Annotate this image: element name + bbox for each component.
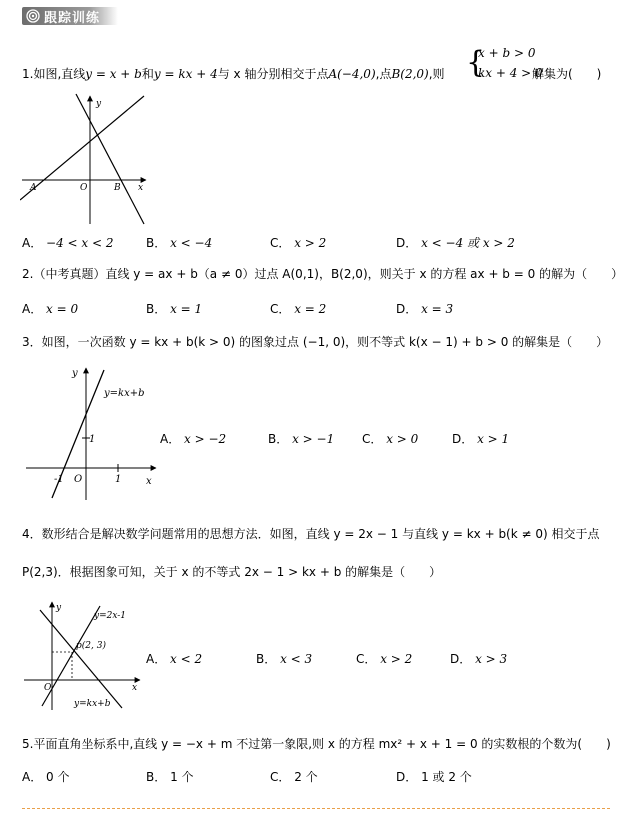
q2-option-d[interactable]	[396, 300, 453, 317]
q3-label-one-x: 1	[115, 474, 122, 485]
q4-option-c[interactable]	[356, 650, 412, 667]
q1-comma: ,点	[375, 67, 392, 81]
q5-option-a-text: 0 个	[46, 770, 70, 784]
q1-inequality-system	[466, 44, 543, 84]
q1-label-o: O	[80, 183, 88, 193]
q3-label-line: y=kx+b	[104, 388, 145, 399]
q1-option-d-label: D．	[396, 236, 418, 250]
q4-option-c-label: C．	[356, 652, 377, 666]
q1-label-a: A	[30, 183, 37, 193]
q5-option-b-label: B．	[146, 770, 167, 784]
target-icon	[26, 9, 40, 23]
q1-option-c-label: C．	[270, 236, 291, 250]
q4-option-a[interactable]	[146, 650, 202, 667]
q4-option-a-text: x < 2	[170, 652, 203, 666]
section-header	[22, 6, 118, 26]
q4-label-l2: y=kx+b	[74, 699, 111, 709]
q2-option-a[interactable]	[22, 300, 78, 317]
question-3-stem: 3．如图，一次函数 y = kx + b(k > 0) 的图象过点 (−1, 0)，则不等式 k(x − 1) + b > 0 的解集是（ ）	[22, 335, 609, 349]
q3-option-a-text: x > −2	[184, 432, 227, 446]
q3-option-b-label: B．	[268, 432, 289, 446]
q1-label-b: B	[114, 183, 121, 193]
q3-label-x: x	[146, 476, 152, 487]
q4-label-o: O	[44, 683, 52, 693]
q5-option-d-text: 1 或 2 个	[421, 770, 472, 784]
q3-label-o: O	[74, 474, 83, 485]
q4-label-y: y	[56, 603, 62, 613]
q2-option-d-label: D．	[396, 302, 418, 316]
q4-label-l1: y=2x-1	[94, 611, 127, 621]
q5-option-a-label: A．	[22, 770, 43, 784]
q1-mid: 与 x 轴分别相交于点	[217, 67, 329, 81]
footer-divider	[22, 808, 610, 809]
q5-option-d[interactable]	[396, 768, 472, 785]
q1-option-c-text: x > 2	[294, 236, 327, 250]
q1-sys-line-1: x + b > 0	[478, 46, 536, 60]
q1-prefix: 1.如图,直线	[22, 67, 86, 81]
q3-label-y: y	[72, 368, 78, 379]
q4-option-b-text: x < 3	[280, 652, 313, 666]
header-badge	[22, 7, 118, 25]
q4-option-d-label: D．	[450, 652, 472, 666]
q2-option-b[interactable]	[146, 300, 202, 317]
q3-option-d-text: x > 1	[477, 432, 510, 446]
q1-eq2: y = kx + 4	[153, 67, 218, 81]
question-4-stem-line-2: P(2,3)．根据图象可知，关于 x 的不等式 2x − 1 > kx + b 的解集是（ ）	[22, 565, 442, 579]
q2-option-d-text: x = 3	[421, 302, 454, 316]
q1-brace: {	[466, 45, 486, 80]
q1-eq1: y = x + b	[85, 67, 142, 81]
q1-option-b-text: x < −4	[170, 236, 213, 250]
q4-option-b-label: B．	[256, 652, 277, 666]
q4-option-a-label: A．	[146, 652, 167, 666]
q1-option-b[interactable]	[146, 234, 212, 251]
q1-option-c[interactable]	[270, 234, 326, 251]
q5-option-b-text: 1 个	[170, 770, 194, 784]
q2-option-b-label: B．	[146, 302, 167, 316]
q3-option-d-label: D．	[452, 432, 474, 446]
q4-label-p: p(2, 3)	[76, 641, 106, 651]
q3-option-c-text: x > 0	[386, 432, 419, 446]
q1-label-y: y	[96, 99, 102, 109]
question-2-stem: 2.（中考真题）直线 y = ax + b（a ≠ 0）过点 A(0,1)，B(2,0)，则关于 x 的方程 ax + b = 0 的解为（ ）	[22, 267, 624, 281]
q1-option-d[interactable]	[396, 234, 515, 251]
q4-option-d-text: x > 3	[475, 652, 508, 666]
q2-option-c[interactable]	[270, 300, 326, 317]
q4-option-d[interactable]	[450, 650, 507, 667]
q1-suffix: 解集为( )	[532, 67, 602, 81]
q1-sys-line-2: kx + 4 > 0	[478, 66, 543, 80]
q3-option-a-label: A．	[160, 432, 181, 446]
q4-graph	[22, 600, 144, 712]
question-5-stem: 5.平面直角坐标系中,直线 y = −x + m 不过第一象限,则 x 的方程 mx² + x + 1 = 0 的实数根的个数为( )	[22, 737, 611, 751]
q1-option-a-text: −4 < x < 2	[46, 236, 114, 250]
q1-option-a-label: A．	[22, 236, 43, 250]
q4-option-b[interactable]	[256, 650, 312, 667]
q2-option-c-text: x = 2	[294, 302, 327, 316]
q3-option-b[interactable]	[268, 430, 334, 447]
q1-option-a[interactable]	[22, 234, 114, 251]
q3-option-a[interactable]	[160, 430, 226, 447]
q3-label-neg1: -1	[54, 474, 64, 485]
q1-and: 和	[141, 67, 154, 81]
q1-option-b-label: B．	[146, 236, 167, 250]
q5-option-b[interactable]	[146, 768, 194, 785]
q3-label-one-y: 1	[89, 434, 96, 445]
q5-option-c[interactable]	[270, 768, 318, 785]
q1-option-d-text: x < −4 或 x > 2	[421, 236, 515, 250]
q2-option-c-label: C．	[270, 302, 291, 316]
q2-option-a-label: A．	[22, 302, 43, 316]
q1-point-a: A(−4,0)	[328, 67, 376, 81]
q5-option-c-label: C．	[270, 770, 291, 784]
q1-label-x: x	[138, 183, 144, 193]
header-title: 跟踪训练	[44, 10, 101, 26]
q2-option-a-text: x = 0	[46, 302, 79, 316]
question-1-stem	[22, 66, 445, 82]
q1-graph	[20, 92, 150, 226]
q4-label-x: x	[132, 683, 138, 693]
q3-option-c[interactable]	[362, 430, 418, 447]
q1-then: ,则	[428, 67, 445, 81]
q3-graph	[22, 364, 162, 504]
q5-option-a[interactable]	[22, 768, 70, 785]
question-4-stem-line-1: 4．数形结合是解决数学问题常用的思想方法．如图，直线 y = 2x − 1 与直线 y = kx + b(k ≠ 0) 相交于点	[22, 527, 600, 541]
q5-option-c-text: 2 个	[294, 770, 318, 784]
q3-option-b-text: x > −1	[292, 432, 335, 446]
q1-point-b: B(2,0)	[391, 67, 429, 81]
q2-option-b-text: x = 1	[170, 302, 203, 316]
q4-option-c-text: x > 2	[380, 652, 413, 666]
q3-option-c-label: C．	[362, 432, 383, 446]
q1-line-y-kx-4	[76, 94, 144, 224]
q5-option-d-label: D．	[396, 770, 418, 784]
q3-option-d[interactable]	[452, 430, 509, 447]
